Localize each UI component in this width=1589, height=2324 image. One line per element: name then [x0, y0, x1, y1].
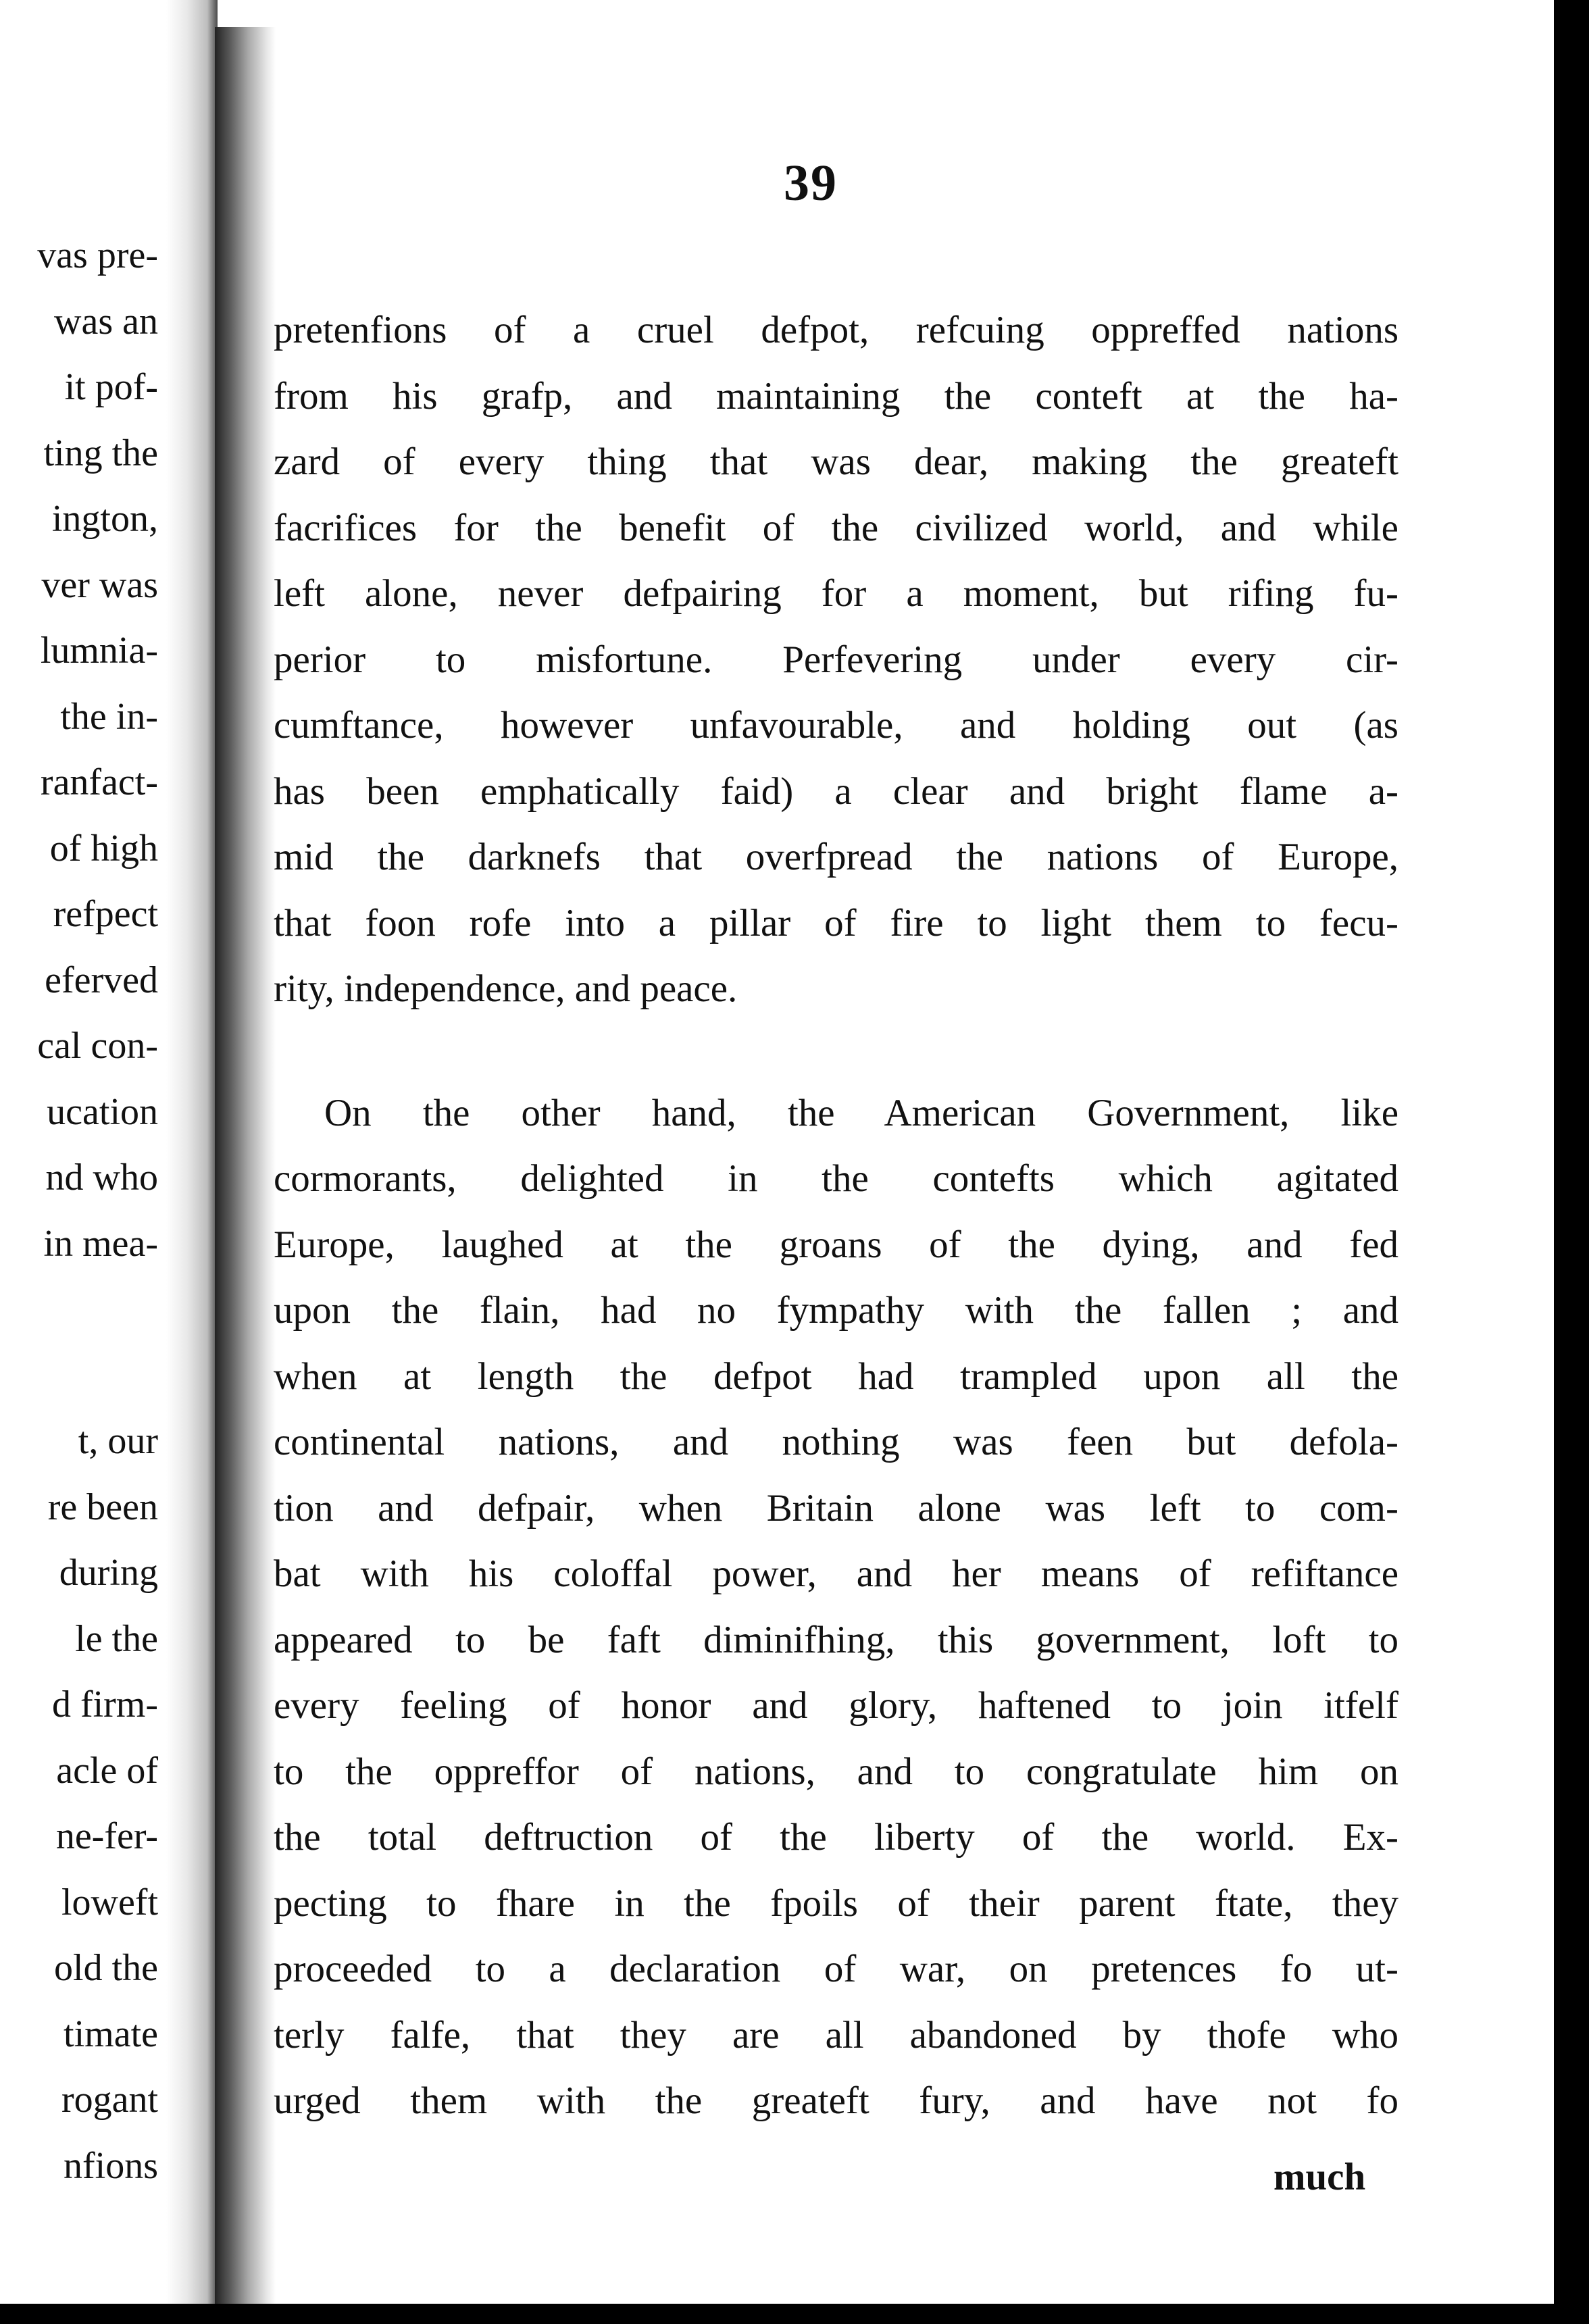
paragraph-gap — [274, 1022, 1398, 1080]
strip-line: in mea- — [43, 1222, 158, 1265]
page-number: 39 — [784, 155, 838, 211]
gutter-shadow — [166, 0, 218, 2304]
strip-line: of high — [49, 827, 158, 869]
strip-line: d firm- — [51, 1684, 158, 1725]
text-line: the total deftruction of the liberty of the world. Ex- — [274, 1816, 1398, 1859]
gutter-fade — [215, 27, 276, 2304]
text-line: bat with his coloffal power, and her means of refiftance — [274, 1552, 1398, 1595]
strip-line: acle of — [56, 1749, 158, 1792]
text-line: cormorants, delighted in the contefts which agitated — [274, 1157, 1398, 1200]
text-line: from his grafp, and maintaining the conteft at the ha- — [274, 374, 1398, 418]
text-line: proceeded to a declaration of war, on pretences fo ut- — [274, 1948, 1398, 1990]
catchword: much — [1273, 2156, 1366, 2198]
strip-line: timate — [64, 2013, 158, 2055]
previous-page-strip — [0, 223, 162, 2250]
strip-line: ington, — [51, 498, 158, 540]
strip-line: during — [59, 1552, 158, 1594]
text-line: when at length the defpot had trampled upon all the — [274, 1355, 1398, 1398]
strip-line: t, our — [78, 1420, 158, 1462]
strip-line: ver was — [41, 563, 158, 606]
strip-line: ranfact- — [40, 761, 158, 803]
text-line: rity, independence, and peace. — [274, 967, 738, 1010]
scan-border-bottom — [0, 2304, 1589, 2324]
text-line: upon the flain, had no fympathy with the fallen ; and — [274, 1289, 1398, 1332]
strip-line: rogant — [61, 2079, 158, 2121]
scan-border-right — [1554, 0, 1589, 2324]
text-line: Europe, laughed at the groans of the dying, and fed — [274, 1223, 1398, 1266]
text-line: has been emphatically faid) a clear and bright flame a- — [274, 769, 1398, 813]
text-line: terly falfe, that they are all abandoned by thofe who — [274, 2013, 1398, 2056]
text-line: pretenfions of a cruel defpot, refcuing oppreffed nations — [274, 309, 1398, 351]
strip-line: was an — [54, 300, 158, 343]
text-line: tion and defpair, when Britain alone was left to com- — [274, 1486, 1398, 1530]
text-line: pecting to fhare in the fpoils of their parent ftate, they — [274, 1881, 1398, 1925]
text-line: zard of every thing that was dear, making the greateft — [274, 440, 1398, 483]
text-line: continental nations, and nothing was feen but defola- — [274, 1421, 1398, 1463]
text-line: On the other hand, the American Government, like — [324, 1091, 1398, 1134]
text-line: appeared to be faft diminifhing, this government, loft to — [274, 1618, 1398, 1661]
text-line: every feeling of honor and glory, haftened to join itfelf — [274, 1684, 1398, 1727]
strip-line: nfions — [64, 2144, 158, 2187]
strip-line: ting the — [43, 432, 158, 474]
text-line: cumftance, however unfavourable, and holding out (as — [274, 704, 1398, 747]
strip-line: the in- — [60, 695, 158, 738]
strip-line: le the — [75, 1617, 158, 1660]
text-line: to the oppreffor of nations, and to congratulate him on — [274, 1750, 1398, 1793]
strip-line: old the — [54, 1947, 158, 1989]
strip-line: eferved — [45, 959, 158, 1001]
body-text — [274, 297, 1398, 2134]
strip-line: re been — [47, 1486, 158, 1528]
strip-line: lumnia- — [40, 630, 158, 672]
strip-gap — [0, 1277, 162, 1343]
strip-line: nd who — [45, 1157, 158, 1198]
text-line: facrifices for the benefit of the civilized world, and while — [274, 506, 1398, 549]
text-line: that foon rofe into a pillar of fire to light them to fecu- — [274, 901, 1398, 944]
strip-line: ucation — [47, 1090, 158, 1133]
text-line: perior to misfortune. Perfevering under every cir- — [274, 638, 1398, 681]
strip-line: cal con- — [37, 1025, 158, 1067]
strip-line: refpect — [53, 893, 158, 935]
strip-line: ne-fer- — [55, 1815, 158, 1857]
strip-gap — [0, 1343, 162, 1409]
text-line: left alone, never defpairing for a moment, but rifing fu- — [274, 572, 1398, 615]
strip-line: vas pre- — [37, 234, 158, 276]
text-line: mid the darknefs that overfpread the nations of Europe, — [274, 836, 1398, 878]
text-line: urged them with the greateft fury, and have not fo — [274, 2079, 1398, 2122]
strip-line: it pof- — [64, 366, 158, 408]
strip-line: loweft — [61, 1881, 158, 1923]
